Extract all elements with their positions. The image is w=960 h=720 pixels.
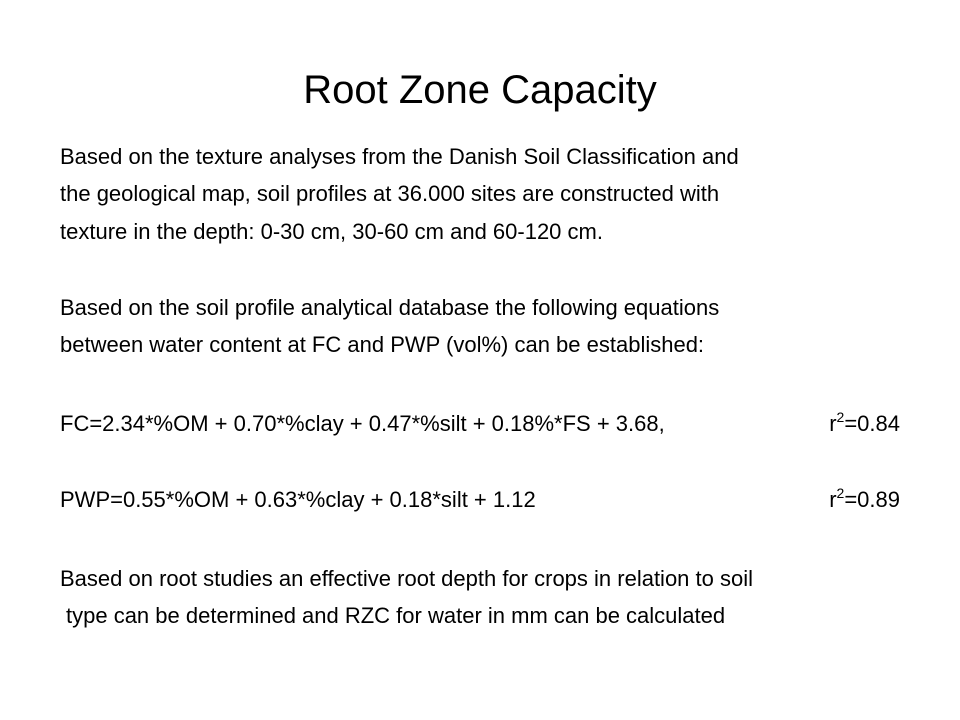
paragraph-texture-line-2: the geological map, soil profiles at 36.000 sites are constructed with <box>60 181 720 206</box>
equation-pwp-r-value: =0.89 <box>844 487 900 512</box>
equation-fc <box>60 410 900 438</box>
equation-fc-formula: FC=2.34*%OM + 0.70*%clay + 0.47*%silt + 0.18%*FS + 3.68, <box>60 411 665 436</box>
paragraph-texture-line-3: texture in the depth: 0-30 cm, 30-60 cm and 60-120 cm. <box>60 219 603 244</box>
page-title: Root Zone Capacity <box>303 68 657 112</box>
equation-pwp-formula: PWP=0.55*%OM + 0.63*%clay + 0.18*silt + 1.12 <box>60 487 536 512</box>
paragraph-root-line-2: type can be determined and RZC for water in mm can be calculated <box>66 603 726 628</box>
equation-pwp-r-prefix: r <box>829 487 837 512</box>
paragraph-root-line-1: Based on root studies an effective root depth for crops in relation to soil <box>60 566 753 591</box>
equation-pwp-r-exponent: 2 <box>836 485 845 501</box>
paragraph-database-line-1: Based on the soil profile analytical database the following equations <box>60 295 720 320</box>
equation-fc-r-value: =0.84 <box>844 411 900 436</box>
paragraph-database-line-2: between water content at FC and PWP (vol%) can be established: <box>60 332 705 357</box>
paragraph-texture-line-1: Based on the texture analyses from the Danish Soil Classification and <box>60 144 739 169</box>
equation-fc-r-squared <box>829 410 900 438</box>
equation-pwp <box>60 486 900 514</box>
equation-fc-r-prefix: r <box>829 411 837 436</box>
equation-pwp-r-squared <box>829 486 900 514</box>
equation-fc-r-exponent: 2 <box>836 409 845 425</box>
